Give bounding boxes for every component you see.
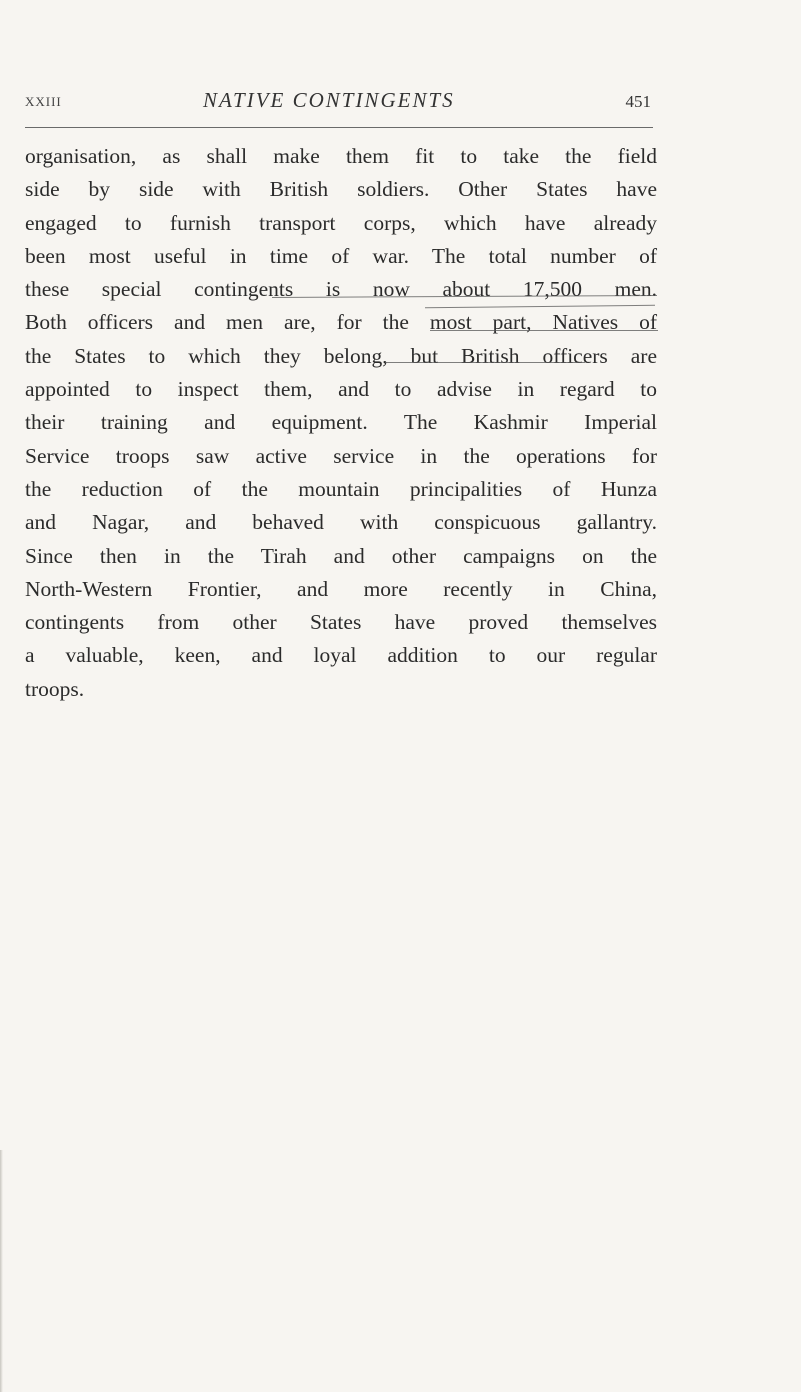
text-line: and Nagar, and behaved with conspicuous gallantry. (25, 510, 657, 535)
chapter-number: XXIII (25, 94, 62, 109)
text-line: their training and equipment. The Kashmir Imperial (25, 410, 657, 435)
text-line: engaged to furnish transport corps, which have already (25, 210, 657, 235)
body-paragraph (25, 140, 657, 706)
running-head (25, 88, 653, 118)
running-title: NATIVE CONTINGENTS (203, 88, 455, 112)
page-edge-shadow (0, 1150, 3, 1392)
text-line: the reduction of the mountain principalities of Hunza (25, 476, 657, 501)
text-line: North-Western Frontier, and more recently in China, (25, 576, 657, 601)
text-line: organisation, as shall make them fit to take the field (25, 144, 657, 168)
text-line: troops. (25, 676, 85, 701)
text-line: the States to which they belong, but British officers are (25, 343, 657, 368)
text-line: Service troops saw active service in the operations for (25, 443, 657, 468)
text-line: these special contingents is now about 17,500 men. (25, 277, 657, 302)
text-line: side by side with British soldiers. Other States have (25, 177, 657, 202)
text-line: contingents from other States have proved themselves (25, 610, 657, 635)
pencil-underline (385, 362, 585, 363)
page-number: 451 (625, 92, 651, 111)
text-line: Since then in the Tirah and other campaigns on the (25, 543, 657, 568)
text-line: a valuable, keen, and loyal addition to our regular (25, 643, 657, 668)
text-line: appointed to inspect them, and to advise in regard to (25, 377, 657, 402)
text-line: been most useful in time of war. The total number of (25, 243, 657, 268)
header-rule (25, 127, 653, 128)
text-line: Both officers and men are, for the most part, Natives of (25, 310, 657, 335)
pencil-underline (430, 330, 658, 331)
